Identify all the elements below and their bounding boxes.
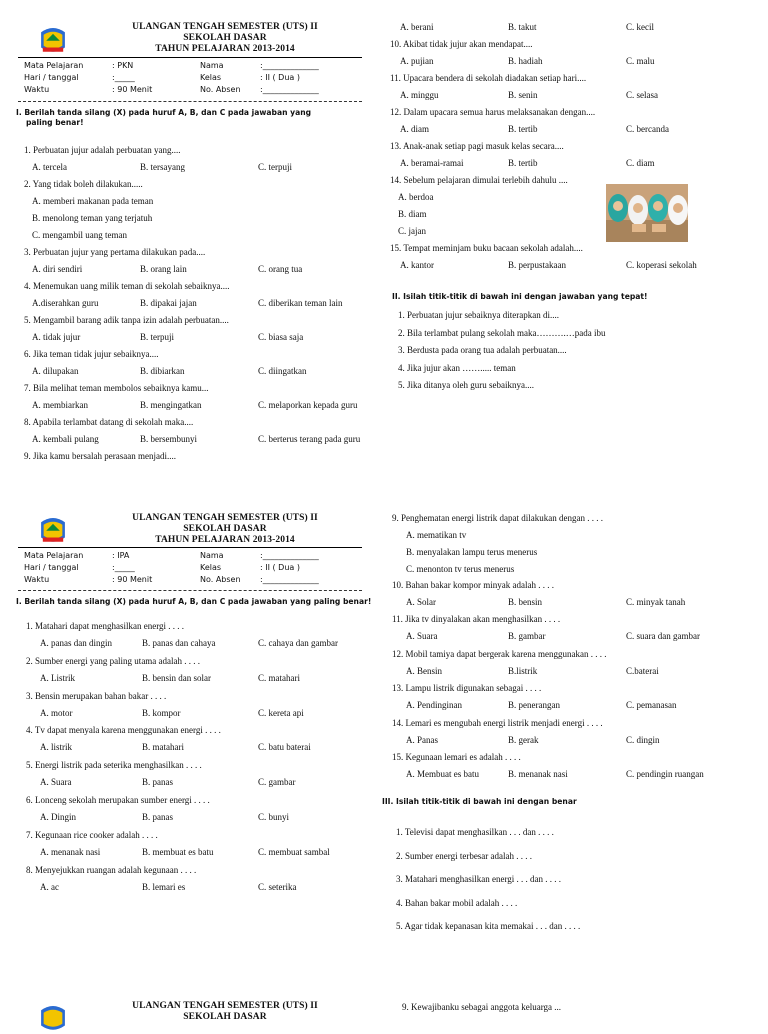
option-a-q2[interactable]: A. memberi makanan pada teman [32,196,154,206]
option-b-q2[interactable]: B. menolong teman yang terjatuh [32,213,153,223]
option-b-q4[interactable]: B. matahari [142,742,184,753]
header-line-1: ULANGAN TENGAH SEMESTER (UTS) II [132,513,318,523]
essay-question-3: 3. Berdusta pada orang tua adalah perbuatan.... [398,345,567,355]
option-a-q7[interactable]: A. menanak nasi [40,846,101,857]
option-b-q13[interactable]: B. tertib [508,158,538,168]
question-5: 5. Energi listrik pada seterika menghasilkan . . . . [26,760,202,771]
option-a-q5[interactable]: A. tidak jujur [32,332,81,342]
option-c-q3[interactable]: C. orang tua [258,264,303,274]
question-12: 12. Dalam upacara semua harus melaksanakan dengan.... [390,107,596,117]
option-a-q2[interactable]: A. Listrik [40,672,75,683]
question-3: 3. Perbuatan jujur yang pertama dilakukan pada.... [24,247,206,257]
option-a-q15[interactable]: A. Membuat es batu [406,769,479,779]
value-subject: : PKN [112,61,134,70]
option-a-q14[interactable]: A. berdoa [398,192,434,202]
option-c-q10[interactable]: C. malu [626,56,655,66]
option-a-q9[interactable]: A. berani [400,22,434,32]
option-b-q11[interactable]: B. gambar [508,631,546,642]
value-class: : II ( Dua ) [260,73,300,82]
option-a-q8[interactable]: A. kembali pulang [32,434,99,444]
option-c-q8[interactable]: C. seterika [258,881,297,892]
option-b-q4[interactable]: B. dipakai jajan [140,298,197,308]
option-c-q5[interactable]: C. gambar [258,777,296,788]
question-10: 10. Akibat tidak jujur akan mendapat.... [390,39,533,49]
option-c-q13[interactable]: C. pemanasan [626,700,677,711]
option-c-q3[interactable]: C. kereta api [258,707,304,718]
label-subject: Mata Pelajaran [24,551,84,560]
question-9: 9. Jika kamu bersalah perasaan menjadi.... [24,451,176,461]
option-b-q6[interactable]: B. dibiarkan [140,366,185,376]
option-c-q9[interactable]: C. kecil [626,22,654,32]
option-b-q14[interactable]: B. gerak [508,734,539,745]
option-c-q7[interactable]: C. melaporkan kepada guru [258,400,358,410]
header-line-3: TAHUN PELAJARAN 2013-2014 [155,44,295,54]
option-a-q3[interactable]: A. diri sendiri [32,264,83,274]
question-2: 2. Sumber energi yang paling utama adalah . . . . [26,655,201,666]
question-8: 8. Menyejukkan ruangan adalah kegunaan . . . . [26,864,197,875]
question-9: 9. Kewajibanku sebagai anggota keluarga ... [402,1002,562,1012]
option-a-q12[interactable]: A. Bensin [406,665,442,676]
option-b-q10[interactable]: B. bensin [508,597,543,607]
option-b-q7[interactable]: B. membuat es batu [142,846,214,857]
option-a-q1[interactable]: A. tercela [32,162,67,172]
option-a-q6[interactable]: A. dilupakan [32,366,79,376]
essay-question-4: 4. Bahan bakar mobil adalah . . . . [396,897,518,908]
label-name: Nama [200,551,224,560]
option-c-q2[interactable]: C. matahari [258,672,300,683]
header-line-1: ULANGAN TENGAH SEMESTER (UTS) II [132,1001,318,1011]
option-a-q10[interactable]: A. pujian [400,56,434,66]
field-absen[interactable]: :______________ [260,575,319,584]
option-b-q1[interactable]: B. tersayang [140,162,185,172]
option-c-q1[interactable]: C. cahaya dan gambar [258,638,338,648]
option-c-q7[interactable]: C. membuat sambal [258,846,330,857]
header-line-2: SEKOLAH DASAR [183,33,267,43]
question-14: 14. Lemari es mengubah energi listrik menjadi energi . . . . [392,717,603,728]
label-class: Kelas [200,73,222,82]
question-10: 10. Bahan bakar kompor minyak adalah . . . . [392,580,554,590]
value-class: : II ( Dua ) [260,563,300,572]
question-7: 7. Kegunaan rice cooker adalah . . . . [26,829,158,840]
option-c-q12[interactable]: C. bercanda [626,124,669,134]
label-day: Hari / tanggal [24,563,79,572]
option-c-q11[interactable]: C. suara dan gambar [626,631,700,642]
label-time: Waktu [24,575,50,584]
essay-question-5: 5. Jika ditanya oleh guru sebaiknya.... [398,380,534,390]
question-15: 15. Kegunaan lemari es adalah . . . . [392,752,521,762]
option-c-q8[interactable]: C. berterus terang pada guru [258,434,361,444]
option-b-q6[interactable]: B. panas [142,812,173,822]
option-a-q11[interactable]: A. Suara [406,631,438,642]
essay-question-2: 2. Sumber energi terbesar adalah . . . . [396,850,533,861]
value-time: : 90 Menit [112,85,153,94]
label-name: Nama [200,61,224,70]
section-1-title: I. Berilah tanda silang (X) pada huruf A, B, dan C pada jawaban yang [16,108,312,117]
option-b-q5[interactable]: B. terpuji [140,332,174,342]
question-12: 12. Mobil tamiya dapat bergerak karena menggunakan . . . . [392,648,607,659]
option-c-q15[interactable]: C. koperasi sekolah [626,260,697,270]
option-c-q11[interactable]: C. selasa [626,90,658,100]
option-c-q10[interactable]: C. minyak tanah [626,597,686,607]
option-a-q5[interactable]: A. Suara [40,777,72,788]
option-a-q3[interactable]: A. motor [40,707,73,718]
option-b-q8[interactable]: B. bersembunyi [140,434,197,444]
option-c-q6[interactable]: C. bunyi [258,812,290,822]
label-time: Waktu [24,85,50,94]
option-c-q4[interactable]: C. batu baterai [258,742,311,753]
option-c-q2[interactable]: C. mengambil uang teman [32,230,127,240]
option-b-q14[interactable]: B. diam [398,209,427,219]
option-a-q11[interactable]: A. minggu [400,90,439,100]
option-a-q4[interactable]: A. listrik [40,742,73,753]
value-subject: : IPA [112,551,130,560]
option-b-q15[interactable]: B. perpustakaan [508,260,566,270]
option-c-q9[interactable]: C. menonton tv terus menerus [406,564,515,574]
question-11: 11. Jika tv dinyalakan akan menghasilkan . . . . [392,614,561,625]
option-b-q13[interactable]: B. penerangan [508,700,560,711]
essay-question-3: 3. Matahari menghasilkan energi . . . dan . . . . [396,874,562,884]
label-day: Hari / tanggal [24,73,79,82]
essay-question-2: 2. Bila terlambat pulang sekolah maka……….…pada ibu [398,327,606,338]
option-a-q14[interactable]: A. Panas [406,734,438,745]
label-absen: No. Absen [200,575,241,584]
essay-question-5: 5. Agar tidak kepanasan kita memakai . . . dan . . . . [396,921,581,931]
question-15: 15. Tempat meminjam buku bacaan sekolah adalah.... [390,243,583,253]
field-absen[interactable]: :______________ [260,85,319,94]
essay-question-1: 1. Perbuatan jujur sebaiknya diterapkan di.... [398,310,559,320]
option-b-q15[interactable]: B. menanak nasi [508,769,568,779]
option-b-q5[interactable]: B. panas [142,777,173,788]
option-c-q12[interactable]: C.baterai [626,665,659,676]
question-11: 11. Upacara bendera di sekolah diadakan setiap hari.... [390,73,587,83]
option-a-q10[interactable]: A. Solar [406,597,436,607]
option-b-q12[interactable]: B.listrik [508,665,538,676]
question-2: 2. Yang tidak boleh dilakukan..... [24,179,143,189]
section-1-title: I. Berilah tanda silang (X) pada huruf A, B, dan C pada jawaban yang paling benar! [16,597,372,606]
option-a-q13[interactable]: A. beramai-ramai [400,158,464,168]
field-day[interactable]: :_____ [112,73,135,82]
option-b-q11[interactable]: B. senin [508,90,538,100]
option-a-q8[interactable]: A. ac [40,881,59,892]
option-a-q1[interactable]: A. panas dan dingin [40,638,112,648]
question-5: 5. Mengambil barang adik tanpa izin adalah perbuatan.... [24,315,229,325]
section-1-title-cont: paling benar! [26,118,84,127]
question-13: 13. Anak-anak setiap pagi masuk kelas secara.... [390,141,564,151]
question-13: 13. Lampu listrik digunakan sebagai . . . . [392,683,542,694]
option-c-q14[interactable]: C. jajan [398,226,426,236]
option-b-q3[interactable]: B. kompor [142,707,181,718]
header-line-2: SEKOLAH DASAR [183,1012,267,1022]
option-c-q1[interactable]: C. terpuji [258,162,292,172]
option-a-q4[interactable]: A.diserahkan guru [32,298,99,308]
option-b-q3[interactable]: B. orang lain [140,264,187,274]
essay-question-4: 4. Jika jujur akan ……..... teman [398,362,516,373]
question-9: 9. Penghematan energi listrik dapat dilakukan dengan . . . . [392,513,604,523]
header-line-1: ULANGAN TENGAH SEMESTER (UTS) II [132,22,318,32]
option-b-q10[interactable]: B. hadiah [508,56,543,66]
option-a-q7[interactable]: A. membiarkan [32,400,88,410]
essay-question-1: 1. Televisi dapat menghasilkan . . . dan . . . . [396,827,554,837]
option-c-q6[interactable]: C. diingatkan [258,366,307,376]
option-a-q12[interactable]: A. diam [400,124,429,134]
field-name[interactable]: :______________ [260,551,319,560]
option-a-q13[interactable]: A. Pendinginan [406,700,462,711]
label-subject: Mata Pelajaran [24,61,84,70]
section-3-title: III. Isilah titik-titik di bawah ini dengan benar [382,797,577,806]
section-2-title: II. Isilah titik-titik di bawah ini dengan jawaban yang tepat! [392,292,648,301]
question-1: 1. Perbuatan jujur adalah perbuatan yang.... [24,145,181,155]
header-line-2: SEKOLAH DASAR [183,524,267,534]
option-c-q14[interactable]: C. dingin [626,734,660,745]
option-b-q12[interactable]: B. tertib [508,124,538,134]
question-7: 7. Bila melihat teman membolos sebaiknya kamu... [24,383,209,393]
option-b-q9[interactable]: B. takut [508,22,537,32]
label-class: Kelas [200,563,222,572]
question-8: 8. Apabila terlambat datang di sekolah maka.... [24,417,194,427]
header-line-3: TAHUN PELAJARAN 2013-2014 [155,535,295,545]
value-time: : 90 Menit [112,575,153,584]
option-c-q5[interactable]: C. biasa saja [258,332,304,342]
option-b-q1[interactable]: B. panas dan cahaya [142,638,216,648]
question-1: 1. Matahari dapat menghasilkan energi . . . . [26,621,185,631]
field-name[interactable]: :______________ [260,61,319,70]
option-b-q7[interactable]: B. mengingatkan [140,400,202,410]
option-c-q4[interactable]: C. diberikan teman lain [258,298,343,308]
school-emblem-icon [36,1000,70,1034]
question-4: 4. Tv dapat menyala karena menggunakan energi . . . . [26,725,221,736]
field-day[interactable]: :_____ [112,563,135,572]
question-6: 6. Lonceng sekolah merupakan sumber energi . . . . [26,795,210,805]
option-a-q6[interactable]: A. Dingin [40,812,76,822]
option-a-q9[interactable]: A. mematikan tv [406,530,467,540]
question-4: 4. Menemukan uang milik teman di sekolah sebaiknya.... [24,281,230,291]
option-a-q15[interactable]: A. kantor [400,260,434,270]
option-b-q2[interactable]: B. bensin dan solar [142,672,211,683]
question-3: 3. Bensin merupakan bahan bakar . . . . [26,690,167,701]
option-c-q15[interactable]: C. pendingin ruangan [626,769,704,779]
question-14: 14. Sebelum pelajaran dimulai terlebih dahulu .... [390,175,568,185]
label-absen: No. Absen [200,85,241,94]
option-b-q9[interactable]: B. menyalakan lampu terus menerus [406,547,538,557]
option-b-q8[interactable]: B. lemari es [142,881,186,892]
question-6: 6. Jika teman tidak jujur sebaiknya.... [24,349,159,359]
option-c-q13[interactable]: C. diam [626,158,655,168]
